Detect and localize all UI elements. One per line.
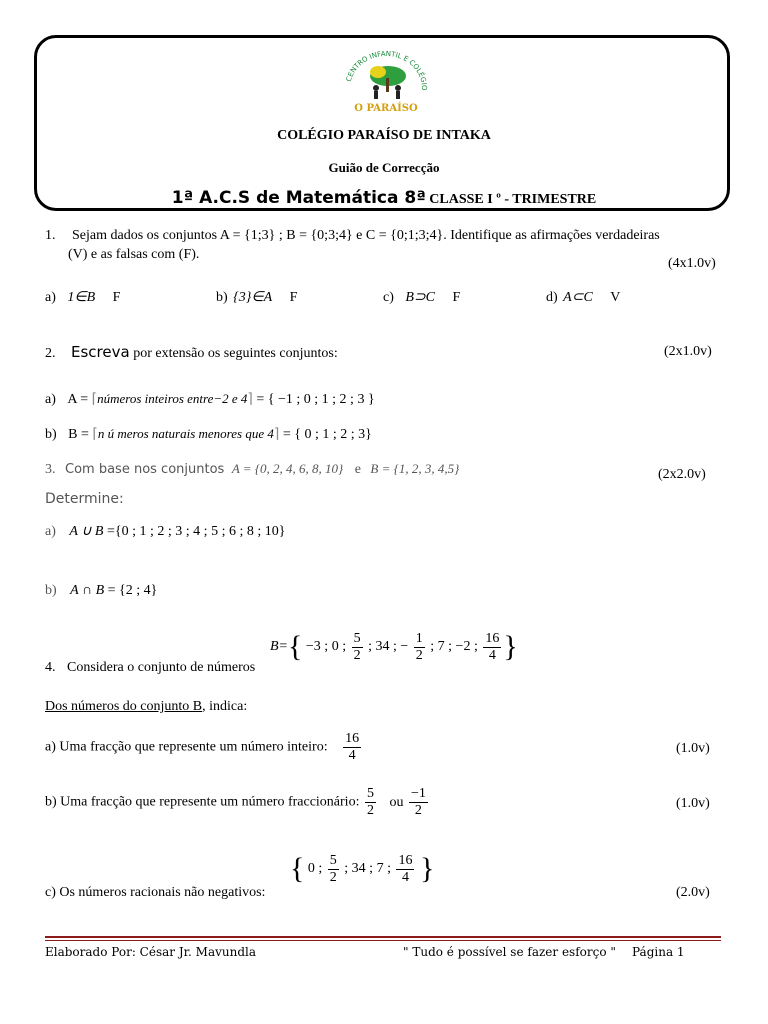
q3-points: (2x2.0v): [658, 467, 706, 482]
q2-item-a: [45, 391, 375, 408]
q2-item-b: [45, 426, 372, 443]
q4-set-name: B=: [270, 639, 288, 655]
logo-text-top: CENTRO INFANTIL E COLÉGIO: [344, 49, 429, 91]
right-bracket: ⌉: [247, 392, 253, 407]
q4-intro-rest: , indica:: [202, 699, 248, 714]
q4-a-points: (1.0v): [676, 741, 710, 756]
q1-item-label: b): [216, 290, 228, 305]
q1-item-c: [383, 289, 460, 306]
q3-b-expr: A ∩ B: [70, 583, 105, 598]
q2-number: 2.: [45, 346, 56, 361]
q4-b-ou: ou: [389, 794, 404, 810]
q4-fraction-3: [483, 631, 501, 664]
q1-item-expr: {3}∈A: [233, 290, 273, 305]
q4-c-fraction-2: [396, 853, 414, 886]
q2-b-lhs: B =: [68, 427, 89, 442]
q1-item-answer: V: [610, 290, 621, 305]
denominator: 2: [366, 803, 374, 818]
q1-item-expr: 1∈B: [67, 290, 96, 305]
q1-item-label: c): [383, 290, 394, 305]
q4-set-b: [270, 630, 518, 664]
q1-item-label: a): [45, 290, 56, 305]
denominator: 2: [414, 803, 422, 818]
numerator: 5: [366, 786, 374, 801]
q1-item-expr: B⊃C: [405, 290, 436, 305]
q1-item-b: [216, 289, 297, 306]
footer-rule: [45, 936, 721, 938]
right-brace: }: [503, 630, 518, 663]
right-brace: }: [419, 852, 435, 885]
q1-item-d: [546, 289, 620, 306]
q4-number: 4.: [45, 660, 56, 675]
q2-b-label: b): [45, 427, 57, 442]
q2-a-desc: números inteiros entre−2 e 4: [97, 391, 248, 406]
q3-a-answer: ={0 ; 1 ; 2 ; 3 ; 4 ; 5 ; 6 ; 8 ; 10}: [107, 524, 286, 539]
q4-c-text: c) Os números racionais não negativos:: [45, 885, 266, 900]
numerator: 5: [329, 852, 337, 868]
q3-determine: Determine:: [45, 491, 124, 507]
numerator: 16: [485, 630, 500, 646]
numerator: 1: [415, 630, 423, 646]
q4-set-mid2: ; 7 ; −2 ;: [430, 639, 478, 655]
title-tail: CLASSE I º - TRIMESTRE: [429, 192, 597, 207]
numerator: 16: [398, 852, 413, 868]
q1-item-answer: F: [112, 290, 121, 305]
q4-c-fraction-1: [328, 853, 339, 886]
q2-a-lhs: A =: [67, 392, 89, 407]
q4-b-points: (1.0v): [676, 796, 710, 811]
q4-b-fraction-2: [409, 786, 428, 819]
q1-number: 1.: [45, 228, 56, 243]
school-name: COLÉGIO PARAÍSO DE INTAKA: [277, 128, 491, 143]
footer-author: Elaborado Por: César Jr. Mavundla: [45, 945, 257, 959]
q2-prompt: [45, 343, 338, 362]
numerator: −1: [410, 786, 426, 801]
q3-conj: e: [354, 462, 361, 477]
school-logo: [338, 48, 434, 114]
q2-word: Escreva: [71, 343, 130, 361]
q4-b-text: b) Uma fracção que represente um número fraccionário:: [45, 794, 360, 810]
q4-fraction-1: [352, 631, 363, 664]
denominator: 4: [488, 647, 496, 663]
denominator: 2: [353, 647, 361, 663]
q1-item-answer: F: [452, 290, 461, 305]
q4-b-fraction-1: [365, 786, 376, 819]
document-subtitle: Guião de Correcção: [328, 160, 440, 175]
q1-text-line1: Sejam dados os conjuntos A = {1;3} ; B = {0;3;4} e C = {0;1;3;4}. Identifique as afirmações verdadeiras: [72, 228, 660, 243]
logo-text-bottom: O PARAÍSO: [354, 103, 418, 114]
numerator: 5: [353, 630, 361, 646]
q4-prompt: [45, 660, 255, 676]
q3-text: Com base nos conjuntos: [65, 462, 225, 477]
footer-rule-thin: [45, 940, 721, 941]
denominator: 4: [401, 869, 409, 885]
q4-a-fraction: [343, 731, 361, 764]
q1-item-answer: F: [289, 290, 298, 305]
left-brace: {: [290, 852, 305, 885]
q3-a-expr: A ∪ B: [69, 524, 104, 539]
q4-c-mid: ; 34 ; 7 ;: [344, 861, 391, 877]
q4-c-set: [290, 852, 434, 886]
q4-intro: [45, 699, 247, 715]
denominator: 4: [348, 748, 356, 763]
title-main: 1ª A.C.S de Matemática 8ª: [171, 188, 426, 208]
left-bracket: ⌈: [91, 392, 98, 407]
q3-set-a: A = {0, 2, 4, 6, 8, 10}: [231, 461, 344, 476]
q3-item-a: [45, 523, 285, 540]
q3-prompt: [45, 461, 459, 478]
q2-text: por extensão os seguintes conjuntos:: [133, 346, 338, 361]
left-brace: {: [288, 630, 303, 663]
q1-text-line2: (V) e as falsas com (F).: [68, 247, 200, 262]
q3-set-b: B = {1, 2, 3, 4,5}: [370, 461, 460, 476]
denominator: 2: [415, 647, 423, 663]
denominator: 2: [329, 869, 337, 885]
q4-item-b: [45, 786, 430, 819]
q4-c-start: 0 ;: [307, 861, 323, 877]
q4-c-points: (2.0v): [676, 885, 710, 900]
q3-item-b: [45, 583, 157, 599]
q4-set-mid1: ; 34 ; −: [368, 639, 409, 655]
footer-quote: " Tudo é possível se fazer esforço ": [403, 945, 616, 959]
q2-b-rhs: = { 0 ; 1 ; 2 ; 3}: [282, 427, 372, 442]
q1-item-a: [45, 289, 120, 306]
q3-b-label: b): [45, 583, 57, 598]
q3-number: 3.: [45, 462, 56, 477]
q4-item-a: [45, 731, 363, 764]
q2-b-desc: n ú meros naturais menores que 4: [97, 426, 274, 441]
numerator: 16: [345, 731, 360, 746]
q4-fraction-2: [414, 631, 425, 664]
document-title: [0, 188, 768, 208]
q2-a-label: a): [45, 392, 56, 407]
left-bracket: ⌈: [92, 427, 98, 442]
q2-a-rhs: = { −1 ; 0 ; 1 ; 2 ; 3 }: [256, 392, 375, 407]
footer-page-number: Página 1: [632, 945, 685, 959]
q2-points: (2x1.0v): [664, 344, 712, 359]
q4-text: Considera o conjunto de números: [67, 660, 256, 675]
q1-points: (4x1.0v): [668, 256, 716, 271]
q3-b-answer: = {2 ; 4}: [107, 583, 158, 598]
q4-a-text: a) Uma fracção que represente um número inteiro:: [45, 739, 328, 755]
q3-a-label: a): [45, 524, 56, 539]
right-bracket: ⌉: [273, 427, 280, 442]
q4-set-start: −3 ; 0 ;: [305, 639, 347, 655]
q1-item-expr: A⊂C: [563, 290, 593, 305]
q1-item-label: d): [546, 290, 558, 305]
q4-intro-underlined: Dos números do conjunto B: [45, 699, 203, 714]
